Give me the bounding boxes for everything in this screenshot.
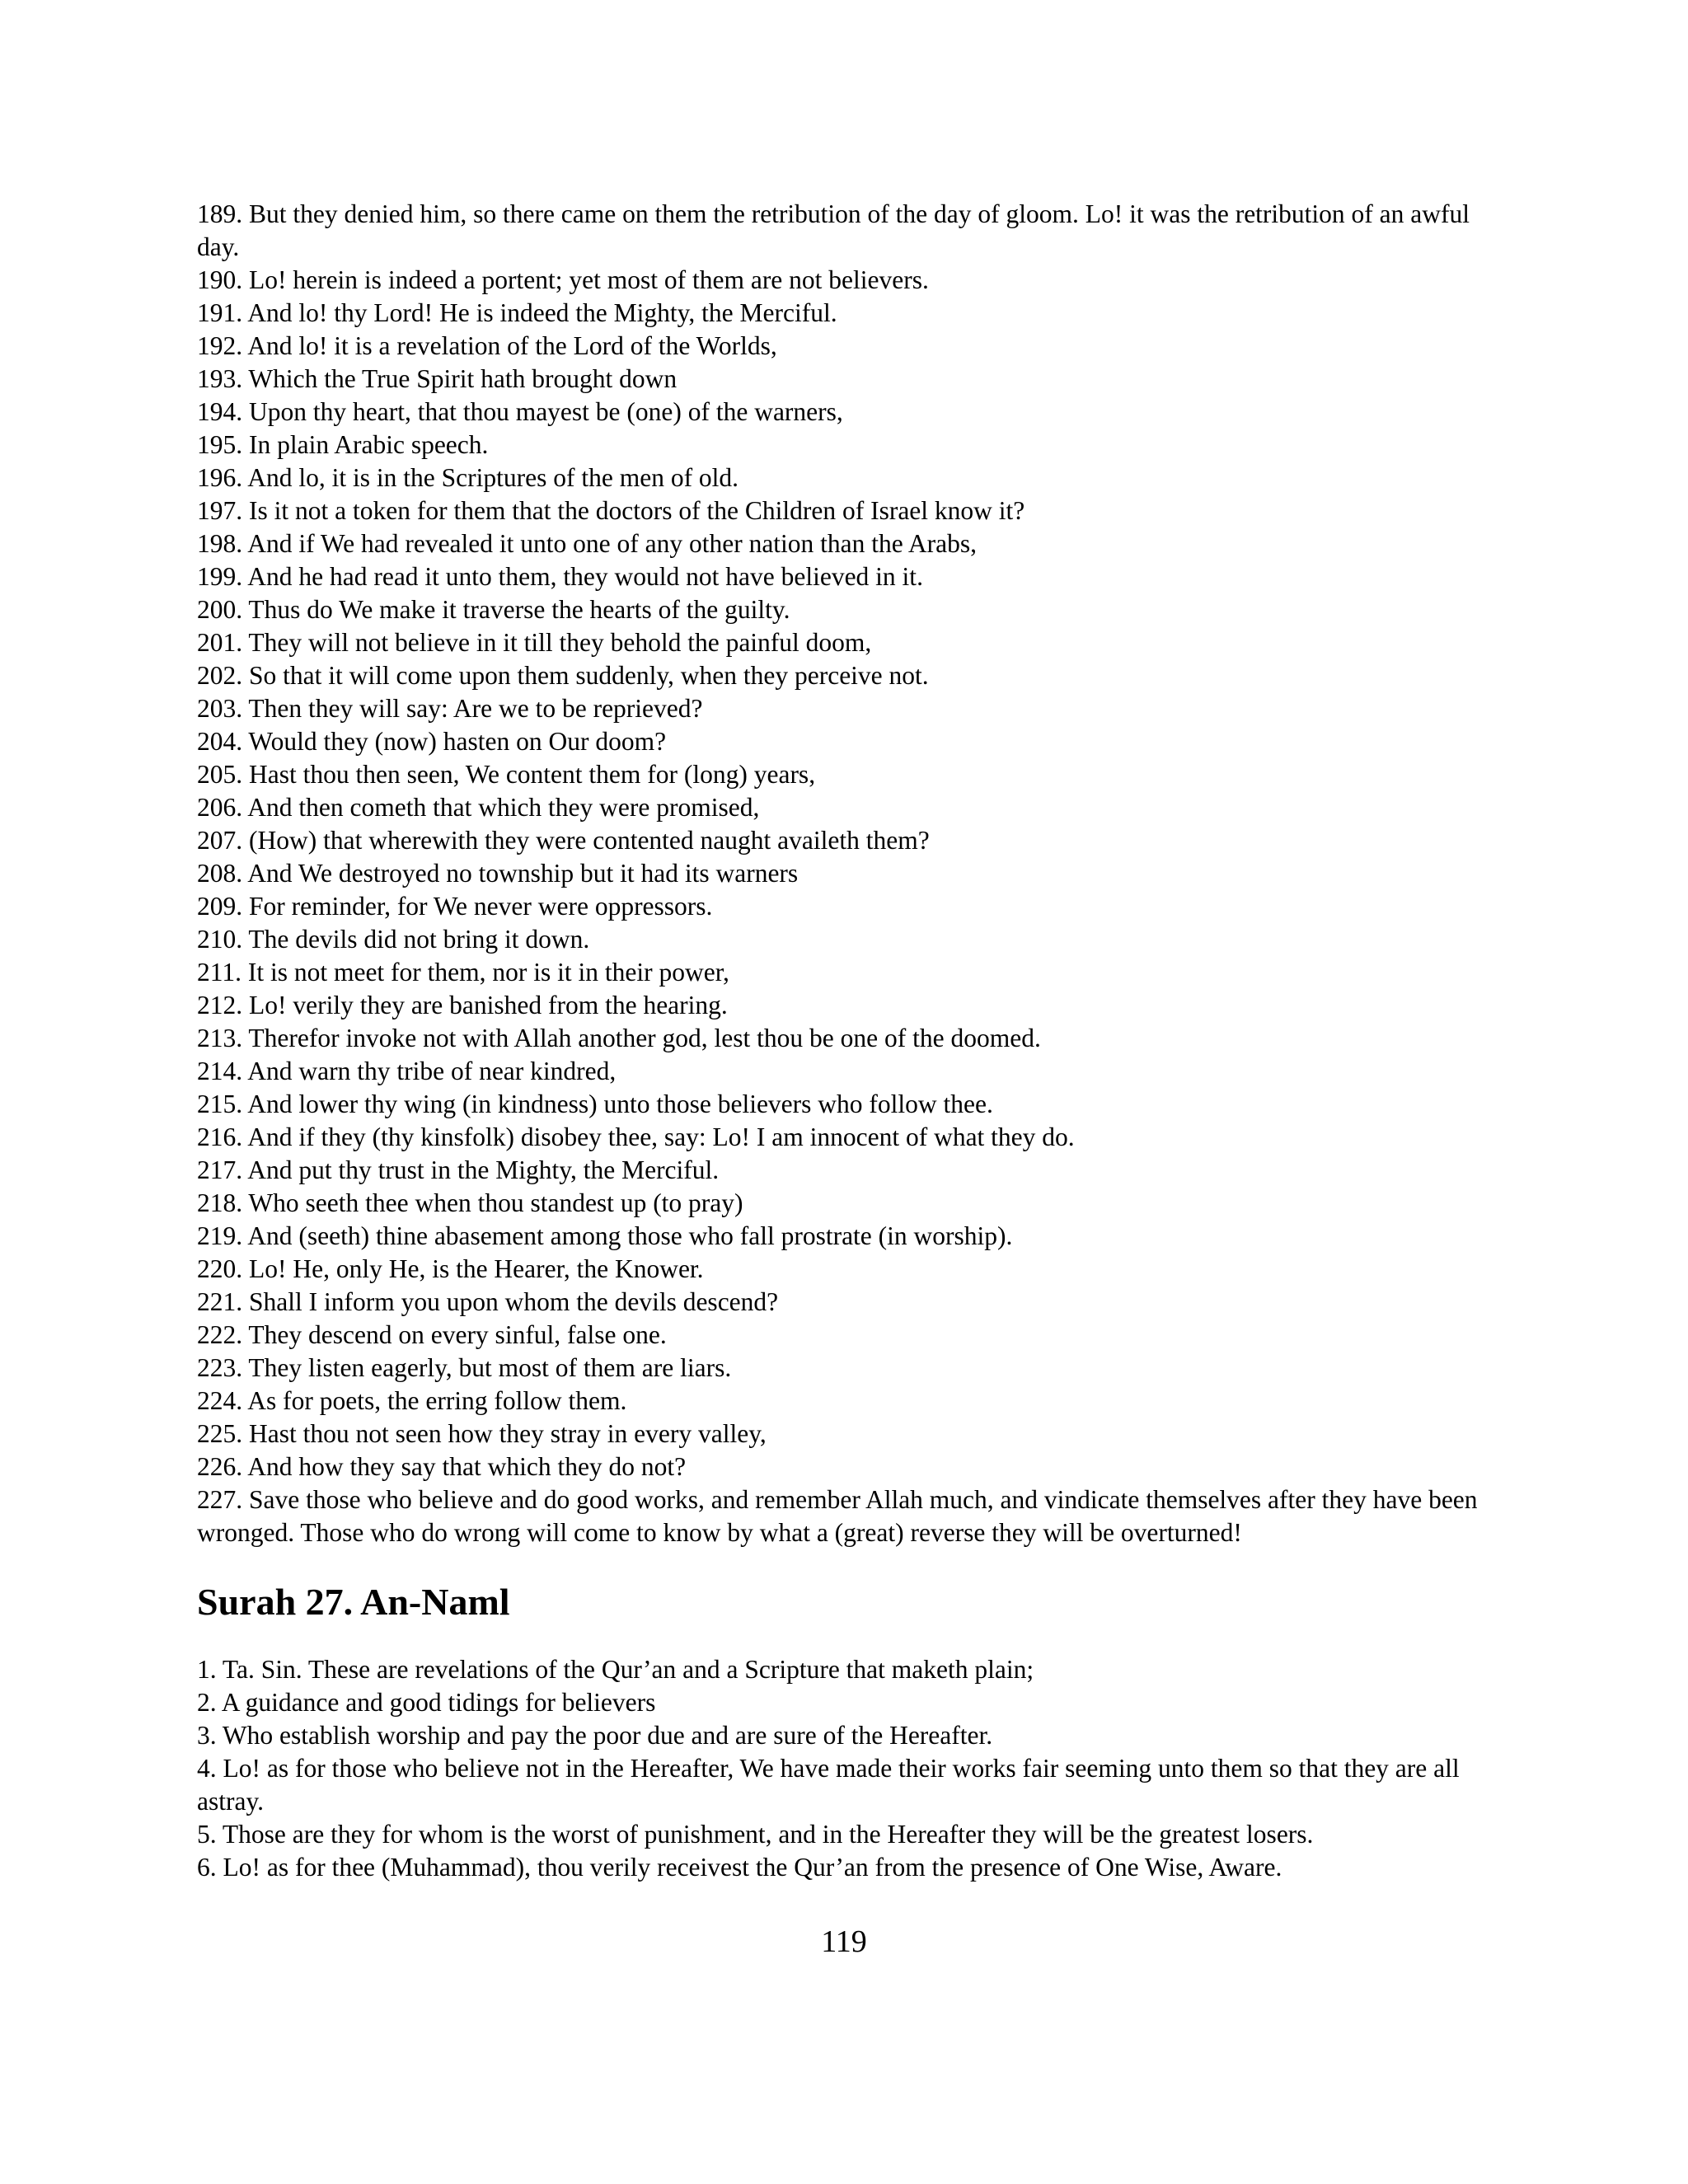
verse-226: 226. And how they say that which they do not? [197,1452,687,1481]
verse-209: 209. For reminder, for We never were oppressors. [197,892,713,921]
verse-223: 223. They listen eagerly, but most of them are liars. [197,1353,732,1382]
verse-211: 211. It is not meet for them, nor is it in their power, [197,958,729,987]
verse-197: 197. Is it not a token for them that the doctors of the Children of Israel know it? [197,496,1025,525]
page-content [197,198,1491,1884]
verse-210: 210. The devils did not bring it down. [197,925,590,954]
verse-5: 5. Those are they for whom is the worst of punishment, and in the Hereafter they will be the greatest losers. [197,1820,1314,1849]
verse-4: 4. Lo! as for those who believe not in the Hereafter, We have made their works fair seeming unto them so that they are all astray. [197,1754,1460,1816]
verse-194: 194. Upon thy heart, that thou mayest be (one) of the warners, [197,397,843,426]
page-number: 119 [821,1924,867,1959]
verse-217: 217. And put thy trust in the Mighty, the Merciful. [197,1155,720,1184]
verse-222: 222. They descend on every sinful, false one. [197,1320,667,1349]
verse-225: 225. Hast thou not seen how they stray in every valley, [197,1419,767,1448]
verse-189: 189. But they denied him, so there came on them the retribution of the day of gloom. Lo! it was the retribution of an awful day. [197,199,1470,261]
verse-190: 190. Lo! herein is indeed a portent; yet most of them are not believers. [197,265,929,294]
verses-surah-27 [197,1653,1491,1884]
verse-218: 218. Who seeth thee when thou standest up (to pray) [197,1188,743,1217]
verse-199: 199. And he had read it unto them, they would not have believed in it. [197,562,923,591]
verse-206: 206. And then cometh that which they were promised, [197,793,760,822]
verse-205: 205. Hast thou then seen, We content them for (long) years, [197,760,816,789]
verse-195: 195. In plain Arabic speech. [197,430,489,459]
verse-221: 221. Shall I inform you upon whom the devils descend? [197,1287,779,1316]
verse-2: 2. A guidance and good tidings for believers [197,1688,656,1717]
verse-3: 3. Who establish worship and pay the poor due and are sure of the Hereafter. [197,1721,993,1750]
verse-202: 202. So that it will come upon them suddenly, when they perceive not. [197,661,929,690]
verse-200: 200. Thus do We make it traverse the hearts of the guilty. [197,595,790,624]
verse-224: 224. As for poets, the erring follow them. [197,1386,627,1415]
verse-208: 208. And We destroyed no township but it had its warners [197,859,799,888]
verse-198: 198. And if We had revealed it unto one of any other nation than the Arabs, [197,529,978,558]
verse-1: 1. Ta. Sin. These are revelations of the Qur’an and a Scripture that maketh plain; [197,1655,1034,1684]
verse-192: 192. And lo! it is a revelation of the Lord of the Worlds, [197,331,777,360]
verse-191: 191. And lo! thy Lord! He is indeed the Mighty, the Merciful. [197,298,837,327]
verse-216: 216. And if they (thy kinsfolk) disobey thee, say: Lo! I am innocent of what they do. [197,1122,1075,1151]
verse-213: 213. Therefor invoke not with Allah another god, lest thou be one of the doomed. [197,1024,1041,1052]
verse-207: 207. (How) that wherewith they were contented naught availeth them? [197,826,930,855]
verse-203: 203. Then they will say: Are we to be reprieved? [197,694,703,723]
verse-220: 220. Lo! He, only He, is the Hearer, the Knower. [197,1254,704,1283]
verse-193: 193. Which the True Spirit hath brought down [197,364,678,393]
verse-212: 212. Lo! verily they are banished from the hearing. [197,991,728,1019]
verse-196: 196. And lo, it is in the Scriptures of the men of old. [197,463,739,492]
verse-215: 215. And lower thy wing (in kindness) unto those believers who follow thee. [197,1090,993,1118]
verse-204: 204. Would they (now) hasten on Our doom? [197,727,667,756]
verse-201: 201. They will not believe in it till they behold the painful doom, [197,628,872,657]
verse-214: 214. And warn thy tribe of near kindred, [197,1057,617,1085]
verse-6: 6. Lo! as for thee (Muhammad), thou verily receivest the Qur’an from the presence of One Wise, Aware. [197,1853,1282,1882]
verse-227: 227. Save those who believe and do good works, and remember Allah much, and vindicate themselves after they have been wronged. Those who do wrong will come to know by what a (great) reverse they will be overturned! [197,1485,1478,1547]
verses-surah-26-end [197,198,1491,1549]
verse-219: 219. And (seeth) thine abasement among those who fall prostrate (in worship). [197,1221,1013,1250]
surah-heading: Surah 27. An-Naml [197,1581,510,1623]
